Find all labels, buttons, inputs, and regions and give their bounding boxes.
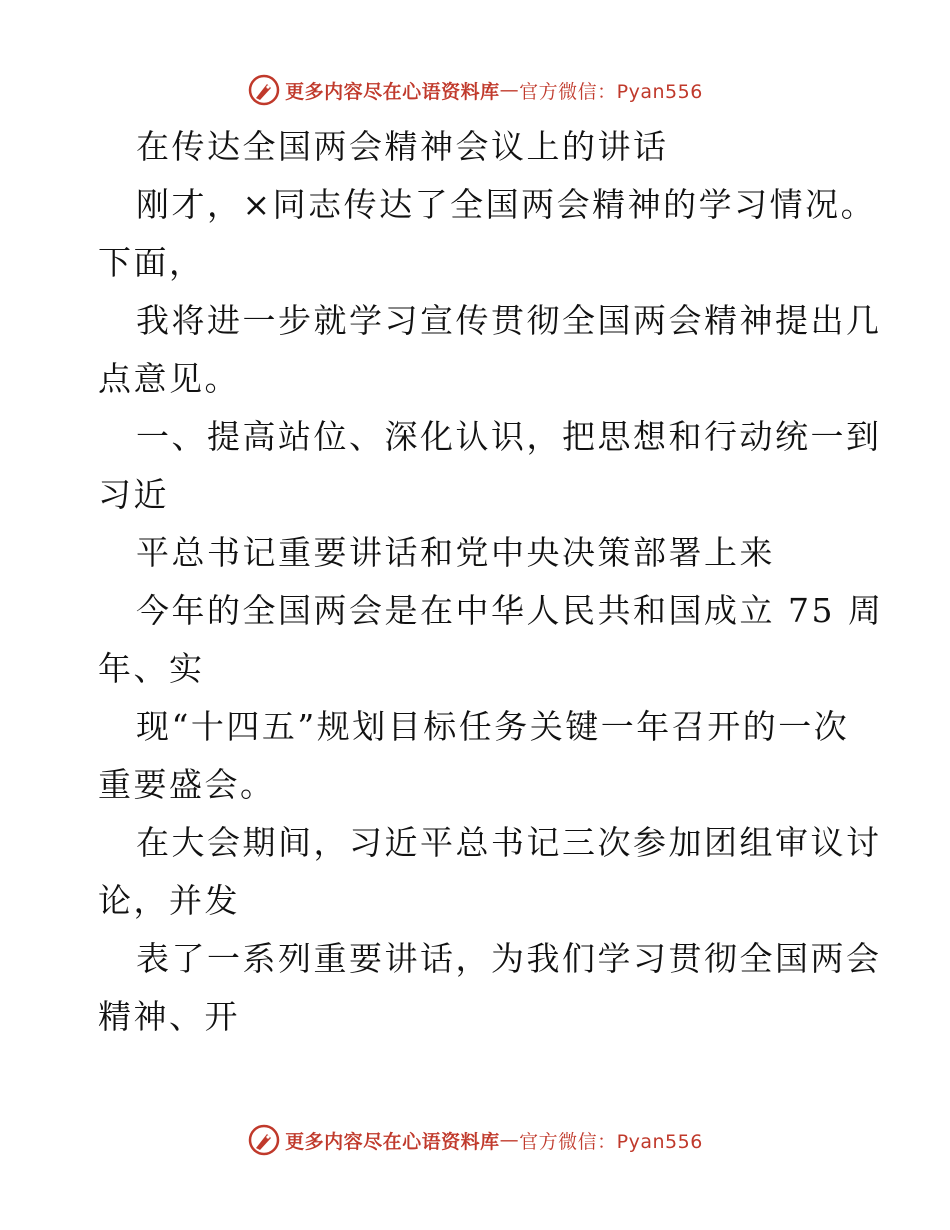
- doc-line: 现“十四五”规划目标任务关键一年召开的一次: [136, 707, 850, 746]
- pen-nib-logo-icon: [247, 73, 281, 107]
- section-heading-line: 一、提高站位、深化认识，把思想和行动统一到: [136, 417, 882, 456]
- doc-line: 今年的全国两会是在中华人民共和国成立 75 周: [136, 591, 884, 630]
- doc-line: 精神、开: [98, 997, 240, 1036]
- doc-line: 刚才，×同志传达了全国两会精神的学习情况。: [136, 185, 877, 224]
- watermark-wechat-text: 官方微信：Pyan556: [519, 1130, 703, 1153]
- header-watermark: [0, 70, 950, 110]
- watermark-separator: —: [499, 79, 520, 101]
- section-heading-line: 平总书记重要讲话和党中央决策部署上来: [136, 533, 775, 572]
- section-heading-line: 习近: [98, 475, 169, 514]
- doc-line: 年、实: [98, 649, 205, 688]
- doc-title-line: 在传达全国两会精神会议上的讲话: [136, 127, 669, 166]
- watermark-main-text: 更多内容尽在心语资料库: [285, 1130, 500, 1153]
- doc-line: 论，并发: [98, 881, 240, 920]
- footer-watermark: [0, 1120, 950, 1160]
- watermark-main-text: 更多内容尽在心语资料库: [285, 80, 500, 103]
- doc-line: 在大会期间，习近平总书记三次参加团组审议讨: [136, 823, 882, 862]
- doc-line: 表了一系列重要讲话，为我们学习贯彻全国两会: [136, 939, 882, 978]
- watermark-wechat-text: 官方微信：Pyan556: [519, 80, 703, 103]
- doc-line: 下面，: [98, 243, 205, 282]
- doc-line: 我将进一步就学习宣传贯彻全国两会精神提出几: [136, 301, 882, 340]
- watermark-separator: —: [499, 1129, 520, 1151]
- doc-line: 点意见。: [98, 359, 240, 398]
- document-body: [98, 118, 884, 1046]
- doc-line: 重要盛会。: [98, 765, 276, 804]
- pen-nib-logo-icon: [247, 1123, 281, 1157]
